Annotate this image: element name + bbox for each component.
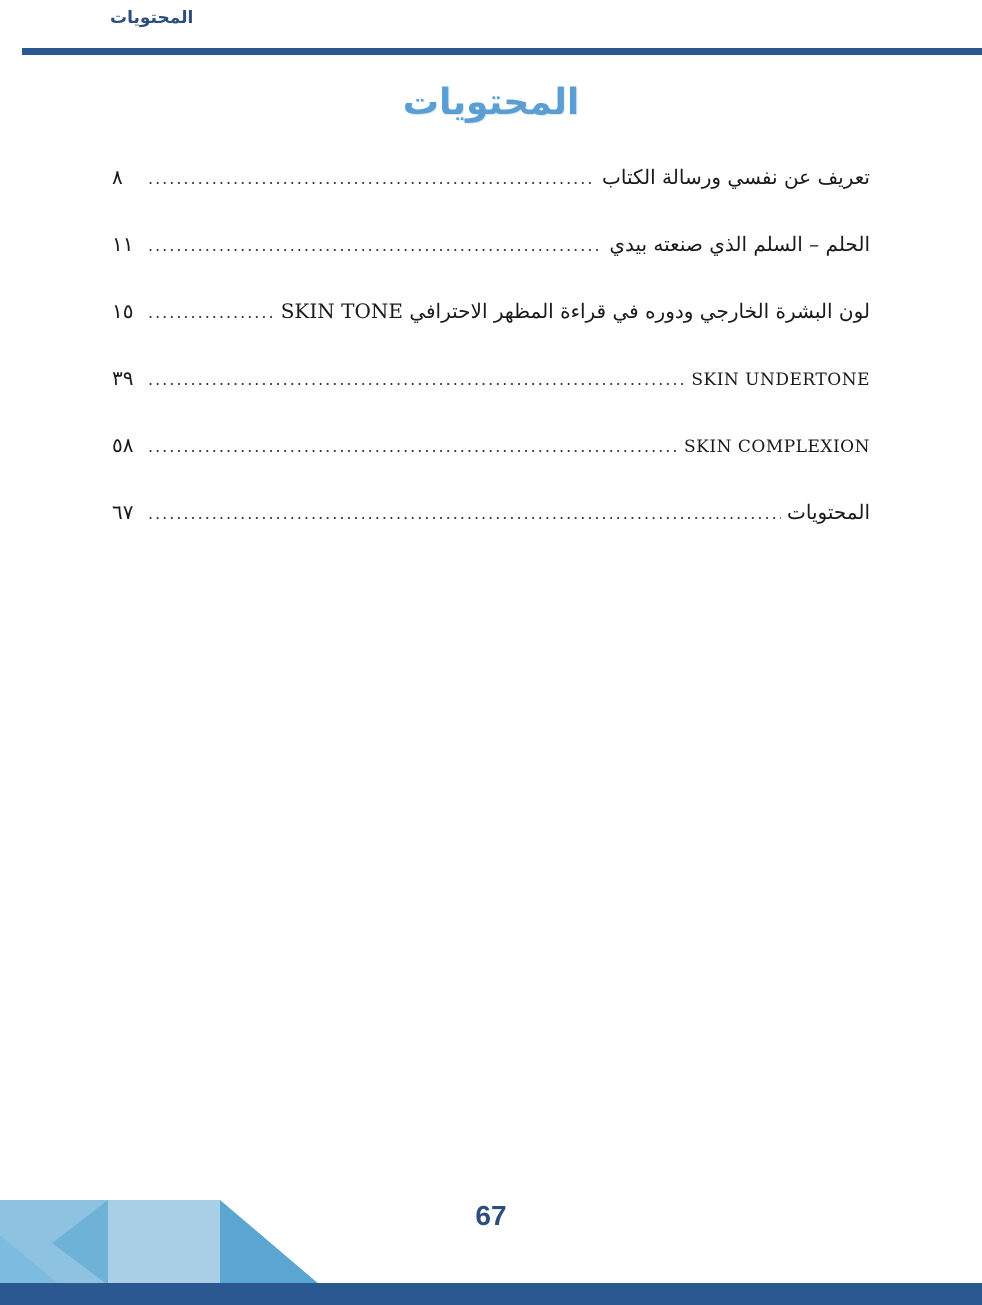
toc-entry-title: تعريف عن نفسي ورسالة الكتاب [602,165,870,189]
toc-entry[interactable] [112,433,870,473]
toc-entry-page: ٣٩ [112,366,134,390]
toc-entry-page: ٨ [112,165,123,189]
toc-entry-page: ٥٨ [112,433,134,457]
toc-dot-leader [148,169,596,188]
toc-dot-leader [148,437,678,456]
footer-bar [0,1283,982,1305]
toc-entry-title: SKIN TONE لون البشرة الخارجي ودوره في قراءة المظهر الاحترافي [280,299,870,323]
header-rule [22,48,982,55]
toc-entry-title: المحتويات [787,500,870,524]
toc-entry-title: الحلم – السلم الذي صنعته بيدي [609,232,870,256]
toc-entry-title: SKIN COMPLEXION [684,437,870,457]
page-title: المحتويات [402,82,580,123]
toc-entry-page: ١٥ [112,299,134,323]
toc-entry-title: SKIN UNDERTONE [691,370,870,390]
toc-dot-leader [148,504,781,523]
page-number: 67 [475,1200,507,1231]
toc-dot-leader [148,236,603,255]
toc-dot-leader [148,303,275,322]
toc-entry[interactable] [112,500,870,540]
toc-entry[interactable] [112,165,870,205]
toc-entry[interactable] [112,366,870,406]
toc-entry[interactable] [112,299,870,339]
running-header-title: المحتويات [110,8,194,28]
toc-entry-page: ١١ [112,232,134,256]
toc-entry-page: ٦٧ [112,500,134,524]
toc-dot-leader [148,370,685,389]
toc-entry[interactable] [112,232,870,272]
